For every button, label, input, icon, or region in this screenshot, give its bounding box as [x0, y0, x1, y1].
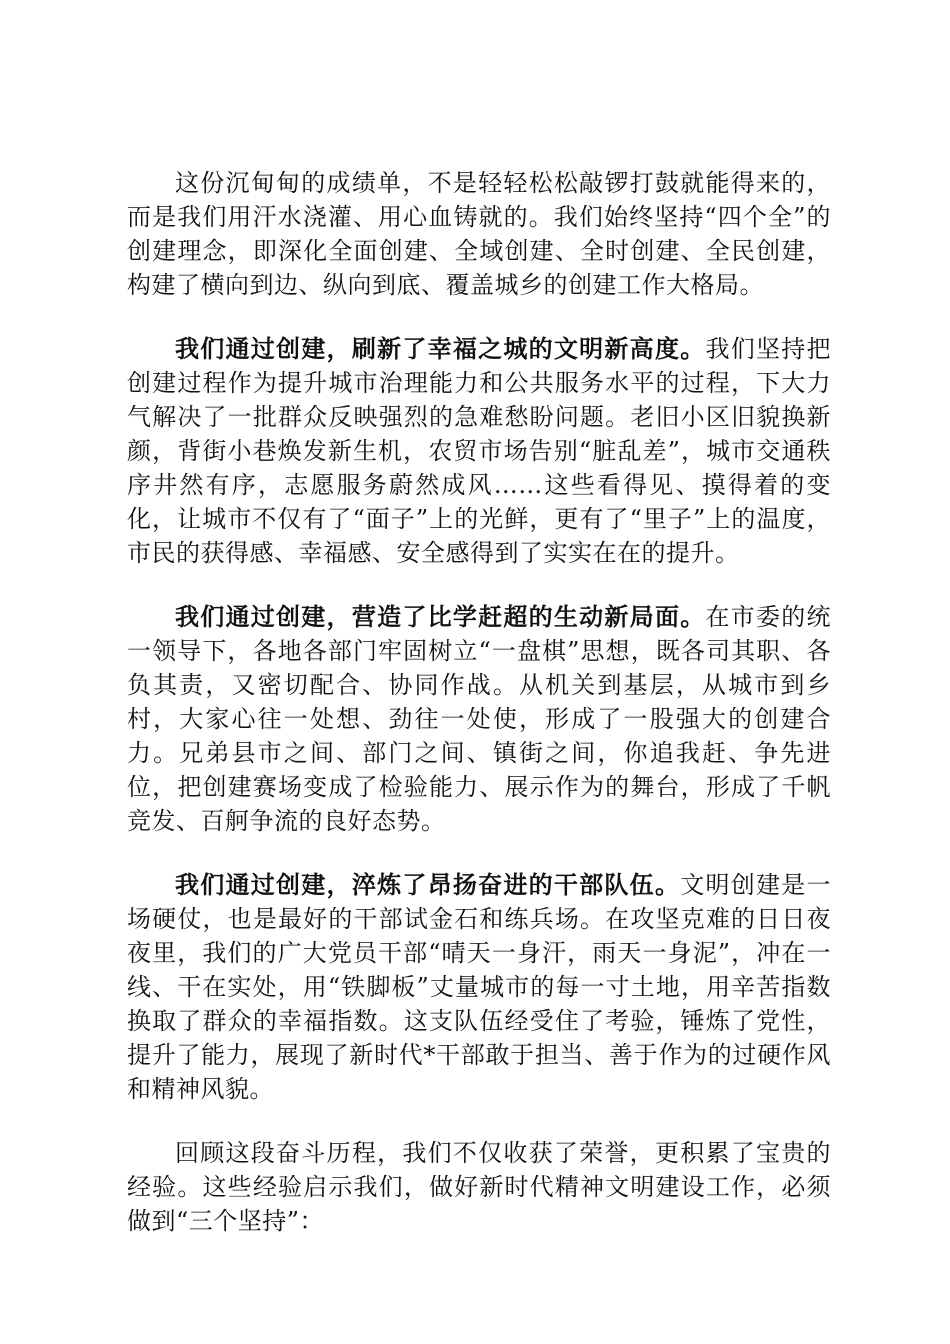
- paragraph-2-text: 我们坚持把创建过程作为提升城市治理能力和公共服务水平的过程，下大力气解决了一批群众反映强烈的急难愁盼问题。老旧小区旧貌换新颜，背街小巷焕发新生机，农贸市场告别“脏乱差”，城市交通秩序井然有序，志愿服务蔚然成风……这些看得见、摸得着的变化，让城市不仅有了“面子”上的光鲜，更有了“里子”上的温度，市民的获得感、幸福感、安全感得到了实实在在的提升。: [127, 335, 832, 567]
- paragraph-3-text: 在市委的统一领导下，各地各部门牢固树立“一盘棋”思想，既各司其职、各负其责，又密切配合、协同作战。从机关到基层，从城市到乡村，大家心往一处想、劲往一处使，形成了一股强大的创建合力。兄弟县市之间、部门之间、镇街之间，你追我赶、争先进位，把创建赛场变成了检验能力、展示作为的舞台，形成了千帆竞发、百舸争流的良好态势。: [127, 603, 832, 835]
- paragraph-4-text: 文明创建是一场硬仗，也是最好的干部试金石和练兵场。在攻坚克难的日日夜夜里，我们的广大党员干部“晴天一身汗，雨天一身泥”，冲在一线、干在实处，用“铁脚板”丈量城市的每一寸土地，用辛苦指数换取了群众的幸福指数。这支队伍经受住了考验，锤炼了党性，提升了能力，展现了新时代*干部敢于担当、善于作为的过硬作风和精神风貌。: [127, 871, 832, 1103]
- paragraph-3: [127, 600, 831, 838]
- paragraph-5: [127, 1136, 831, 1238]
- paragraph-4-lead: 我们通过创建，淬炼了昂扬奋进的干部队伍。: [175, 870, 681, 899]
- paragraph-2-lead: 我们通过创建，刷新了幸福之城的文明新高度。: [175, 334, 706, 363]
- paragraph-2: [127, 332, 831, 570]
- paragraph-1-text: 这份沉甸甸的成绩单，不是轻轻松松敲锣打鼓就能得来的，而是我们用汗水浇灌、用心血铸就的。我们始终坚持“四个全”的创建理念，即深化全面创建、全域创建、全时创建、全民创建，构建了横向到边、纵向到底、覆盖城乡的创建工作大格局。: [127, 169, 831, 299]
- paragraph-4: [127, 868, 831, 1106]
- paragraph-5-text: 回顾这段奋斗历程，我们不仅收获了荣誉，更积累了宝贵的经验。这些经验启示我们，做好新时代精神文明建设工作，必须做到“三个坚持”：: [127, 1139, 831, 1235]
- document-body: [127, 166, 831, 1268]
- paragraph-1: [127, 166, 831, 302]
- paragraph-3-lead: 我们通过创建，营造了比学赶超的生动新局面。: [175, 602, 706, 631]
